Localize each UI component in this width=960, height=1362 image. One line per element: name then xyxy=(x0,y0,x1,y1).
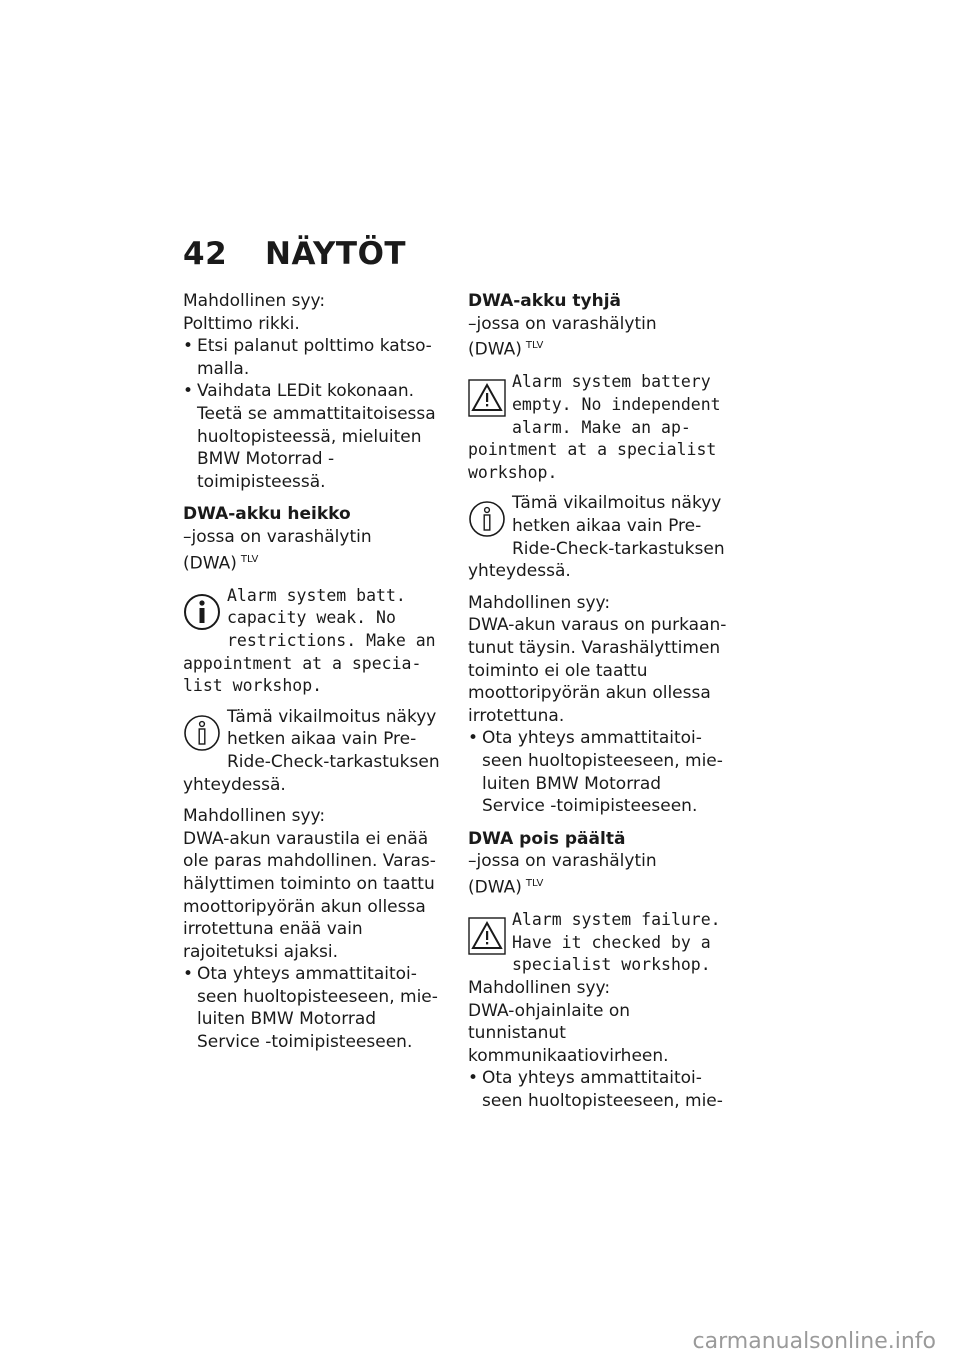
cause-label: Mahdollinen syy: xyxy=(468,977,611,998)
condition-text: –jossa on varashälytin (DWA) $^{TLV}$ xyxy=(183,526,372,574)
note-block: Tämä vikailmoitus näkyy hetken aikaa vain Pre-Ride-Check-tarkastuksen yhteydessä. xyxy=(468,493,725,582)
bullet-item: • Ota yhteys ammattitaitoiseen huoltopisteeseen, mie- xyxy=(468,1067,728,1112)
section-title: NÄYTÖT xyxy=(265,236,407,272)
bullet-item: • Ota yhteys ammattitaitoiseen huoltopisteeseen, mieluiten BMW Motorrad Service -toimipisteeseen. xyxy=(183,963,443,1053)
page-header xyxy=(183,236,406,272)
right-column xyxy=(468,290,728,1113)
cause-label: Mahdollinen syy: xyxy=(183,291,326,311)
left-column xyxy=(183,290,443,1054)
page-number: 42 xyxy=(183,236,228,272)
warning-triangle-icon xyxy=(468,917,506,955)
display-message: Alarm system battery empty. No independent alarm. Make an appointment at a specialist workshop. xyxy=(468,372,721,482)
note-info-icon xyxy=(468,500,506,538)
cause-label: Mahdollinen syy: xyxy=(468,592,611,613)
display-message: Alarm system batt. capacity weak. No restrictions. Make an appointment at a specialist workshop. xyxy=(183,585,436,696)
section-heading: DWA-akku heikko xyxy=(183,504,351,525)
cause-text: DWA-akun varaus on purkaantunut täysin. Varashälyttimen toiminto ei ole taattu moottoripyörän akun ollessa irrotettuna. xyxy=(468,615,727,726)
section-heading: DWA pois päältä xyxy=(468,828,626,849)
section-heading: DWA-akku tyhjä xyxy=(468,291,622,311)
info-icon xyxy=(183,593,221,631)
display-message: Alarm system failure. Have it checked by a specialist workshop. xyxy=(468,909,728,977)
tlv-tag: TLV xyxy=(525,340,544,352)
bullet-item: • Etsi palanut polttimo katsomalla. xyxy=(183,335,443,380)
tlv-tag: TLV xyxy=(525,877,544,889)
note-info-icon xyxy=(183,714,221,752)
bullet-item: • Vaihdata LEDit kokonaan. Teetä se ammattitaitoisessa huoltopisteessä, mieluiten BMW Motorrad -toimipisteessä. xyxy=(183,380,443,493)
watermark: carmanualsonline.info xyxy=(692,1329,936,1354)
cause-text: DWA-ohjainlaite on tunnistanut kommunikaatiovirheen. xyxy=(468,1000,669,1066)
bullet-item: • Ota yhteys ammattitaitoiseen huoltopisteeseen, mieluiten BMW Motorrad Service -toimipisteeseen. xyxy=(468,727,728,817)
note-block: Tämä vikailmoitus näkyy hetken aikaa vain Pre-Ride-Check-tarkastuksen yhteydessä. xyxy=(183,706,440,795)
cause-label: Mahdollinen syy: xyxy=(183,806,326,827)
cause-text: Polttimo rikki. xyxy=(183,313,300,334)
cause-text: DWA-akun varaustila ei enää ole paras mahdollinen. Varashälyttimen toiminto on taattu moottoripyörän akun ollessa irrotettuna enää vain rajoitetuksi ajaksi. xyxy=(183,828,436,962)
warning-triangle-icon xyxy=(468,379,506,417)
condition-text: –jossa on varashälytin (DWA) $^{TLV}$ xyxy=(468,851,657,898)
tlv-tag: TLV xyxy=(240,553,259,565)
condition-text: –jossa on varashälytin (DWA) $^{TLV}$ xyxy=(468,313,657,360)
